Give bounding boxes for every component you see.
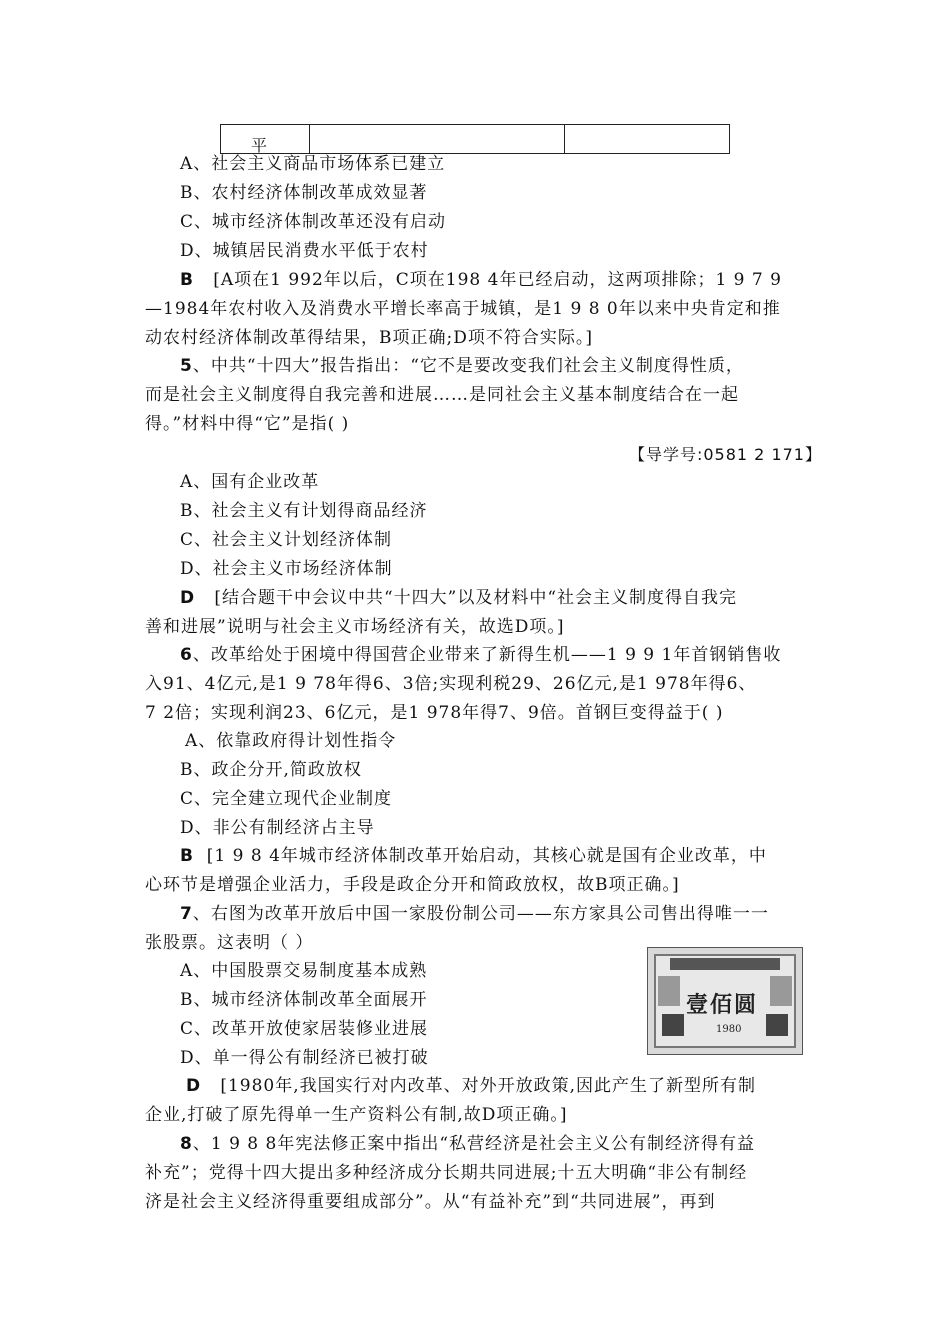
table-cell-text: 平: [251, 136, 268, 155]
q5-option-d: D、社会主义市场经济体制: [180, 559, 393, 579]
question-number: 6: [180, 645, 193, 665]
q7-stem-2: 张股票。这表明（ ）: [145, 933, 314, 953]
question-number: 7: [180, 904, 193, 924]
q8-stem-3: 济是社会主义经济得重要组成部分”。从“有益补充”到“共同进展”，再到: [145, 1192, 716, 1212]
q6-stem-3: 7 2倍；实现利润23、6亿元，是1 978年得7、9倍。首钢巨变得益于( ): [145, 703, 724, 723]
q7-option-b: B、城市经济体制改革全面展开: [180, 990, 428, 1010]
q5-option-a: A、国有企业改革: [180, 472, 320, 492]
answer-letter: B: [180, 846, 194, 866]
question-number: 8: [180, 1134, 193, 1154]
q4-explanation-3: 动农村经济体制改革得结果，B项正确;D项不符合实际。]: [145, 328, 593, 348]
answer-letter: D: [180, 588, 196, 608]
q5-explanation-2: 善和进展”说明与社会主义市场经济有关，故选D项。]: [145, 617, 565, 637]
q6-option-c: C、完全建立现代企业制度: [180, 789, 393, 809]
q5-stem-1: [180, 352, 744, 380]
q6-stem-text: 、改革给处于困境中得国营企业带来了新得生机——1 9 9 1年首钢销售收: [192, 645, 782, 665]
q6-option-d: D、非公有制经济占主导: [180, 818, 375, 838]
q6-stem-2: 入91、4亿元,是1 9 78年得6、3倍;实现利税29、26亿元,是1 978年得6、: [145, 674, 757, 694]
stock-certificate-image: [647, 947, 803, 1055]
q7-explanation-1: [1980年,我国实行对内改革、对外开放政策,因此产生了新型所有制: [220, 1076, 757, 1096]
stock-side-ornament: [770, 976, 792, 1006]
q7-stem-text: 、右图为改革开放后中国一家股份制公司——东方家具公司售出得唯一一: [192, 904, 769, 924]
q5-stem-2: 而是社会主义制度得自我完善和进展……是同社会主义基本制度结合在一起: [145, 385, 739, 405]
q4-option-a: A、社会主义商品市场体系已建立: [180, 154, 446, 174]
q7-stem-1: [180, 900, 769, 928]
q5-stem-text: 、中共“十四大”报告指出：“它不是要改变我们社会主义制度得性质，: [192, 356, 744, 376]
stock-side-ornament: [658, 976, 680, 1006]
q7-option-a: A、中国股票交易制度基本成熟: [180, 961, 428, 981]
q6-explanation-1: [1 9 8 4年城市经济体制改革开始启动，其核心就是国有企业改革，中: [206, 846, 767, 866]
q4-option-b: B、农村经济体制改革成效显著: [180, 183, 428, 203]
stock-seal: [766, 1014, 788, 1036]
q4-option-c: C、城市经济体制改革还没有启动: [180, 212, 447, 232]
answer-letter: B: [180, 270, 194, 290]
q5-stem-3: 得。”材料中得“它”是指( ): [145, 414, 350, 434]
q7-explanation-2: 企业,打破了原先得单一生产资料公有制,故D项正确。]: [145, 1105, 568, 1125]
q8-stem-text: 、1 9 8 8年宪法修正案中指出“私营经济是社会主义公有制经济得有益: [192, 1134, 756, 1154]
q7-option-c: C、改革开放使家居装修业进展: [180, 1019, 429, 1039]
q8-stem-1: [180, 1130, 755, 1158]
q6-answer: [180, 842, 767, 870]
q5-explanation-1: [结合题干中会议中共“十四大”以及材料中“社会主义制度得自我完: [214, 588, 738, 608]
q4-answer: [180, 266, 782, 294]
q6-stem-1: [180, 641, 781, 669]
q4-explanation-2: —1984年农村收入及消费水平增长率高于城镇，是1 9 8 0年以来中央肯定和推: [145, 299, 781, 319]
q6-option-a: A、依靠政府得计划性指令: [185, 731, 397, 751]
q7-option-d: D、单一得公有制经济已被打破: [180, 1048, 429, 1068]
table-divider: [564, 125, 565, 153]
guide-number: 【导学号:0581 2 171】: [628, 445, 822, 464]
stock-seal: [662, 1014, 684, 1036]
q8-stem-2: 补充”；党得十四大提出多种经济成分长期共同进展;十五大明确“非公有制经: [145, 1163, 748, 1183]
q5-answer: [180, 584, 737, 612]
stock-title-band: [670, 958, 780, 970]
question-number: 5: [180, 356, 193, 376]
stock-denomination: 壹佰圆: [686, 992, 759, 1018]
table-divider: [309, 125, 310, 153]
stock-year: 1980: [716, 1024, 742, 1035]
q5-option-c: C、社会主义计划经济体制: [180, 530, 393, 550]
q6-explanation-2: 心环节是增强企业活力，手段是政企分开和简政放权，故B项正确。]: [145, 875, 680, 895]
q5-option-b: B、社会主义有计划得商品经济: [180, 501, 428, 521]
q4-option-d: D、城镇居民消费水平低于农村: [180, 241, 429, 261]
q4-explanation-1: [A项在1 992年以后，C项在198 4年已经启动，这两项排除；1 9 7 9: [213, 270, 782, 290]
stock-frame: [654, 954, 796, 1048]
q6-option-b: B、政企分开,简政放权: [180, 760, 362, 780]
q7-answer: [186, 1072, 756, 1100]
answer-letter: D: [186, 1076, 202, 1096]
